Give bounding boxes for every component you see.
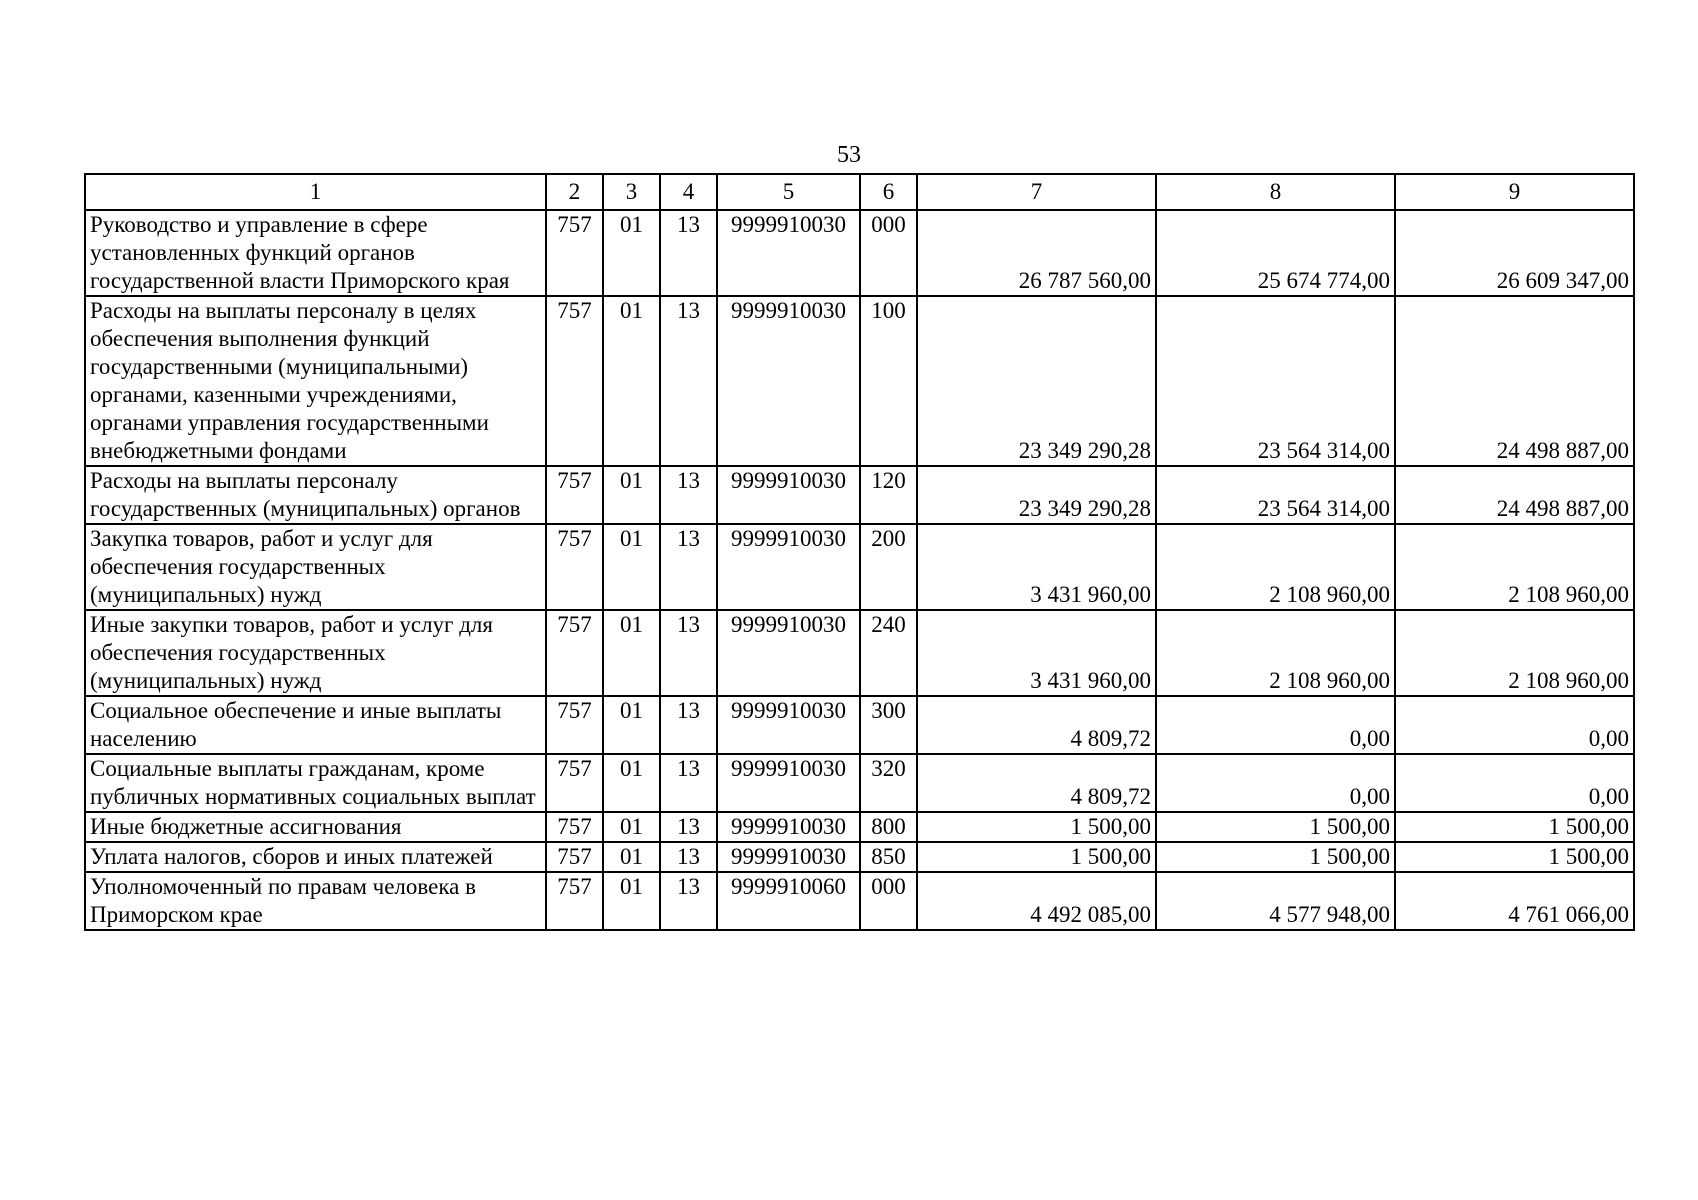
table-row (85, 696, 1634, 754)
page-number: 53 (837, 142, 861, 168)
amount-col8: 1 500,00 (1156, 812, 1395, 842)
amount-col8: 1 500,00 (1156, 842, 1395, 872)
ministry-code: 757 (546, 754, 603, 812)
section-code: 01 (603, 872, 660, 930)
amount-col7: 1 500,00 (917, 812, 1156, 842)
amount-col8: 2 108 960,00 (1156, 524, 1395, 610)
table-row (85, 466, 1634, 524)
amount-col8: 2 108 960,00 (1156, 610, 1395, 696)
subsection-code: 13 (660, 842, 717, 872)
table-row (85, 754, 1634, 812)
section-code: 01 (603, 210, 660, 296)
amount-col8: 23 564 314,00 (1156, 296, 1395, 466)
column-header: 1 (85, 174, 546, 210)
subsection-code: 13 (660, 610, 717, 696)
section-code: 01 (603, 466, 660, 524)
section-code: 01 (603, 812, 660, 842)
ministry-code: 757 (546, 696, 603, 754)
amount-col7: 3 431 960,00 (917, 610, 1156, 696)
table-row (85, 296, 1634, 466)
expense-name: Иные закупки товаров, работ и услуг для обеспечения государственных (муниципальных) нужд (85, 610, 546, 696)
subsection-code: 13 (660, 696, 717, 754)
ministry-code: 757 (546, 872, 603, 930)
ministry-code: 757 (546, 296, 603, 466)
expense-type-code: 300 (860, 696, 917, 754)
section-code: 01 (603, 842, 660, 872)
amount-col9: 4 761 066,00 (1395, 872, 1634, 930)
column-header: 3 (603, 174, 660, 210)
subsection-code: 13 (660, 812, 717, 842)
amount-col8: 0,00 (1156, 696, 1395, 754)
expense-name: Уплата налогов, сборов и иных платежей (85, 842, 546, 872)
expense-name: Закупка товаров, работ и услуг для обеспечения государственных (муниципальных) нужд (85, 524, 546, 610)
amount-col8: 0,00 (1156, 754, 1395, 812)
expense-name: Социальные выплаты гражданам, кроме публичных нормативных социальных выплат (85, 754, 546, 812)
amount-col9: 24 498 887,00 (1395, 296, 1634, 466)
expense-type-code: 000 (860, 872, 917, 930)
amount-col9: 2 108 960,00 (1395, 610, 1634, 696)
column-header: 5 (717, 174, 860, 210)
section-code: 01 (603, 696, 660, 754)
amount-col8: 23 564 314,00 (1156, 466, 1395, 524)
ministry-code: 757 (546, 210, 603, 296)
column-header: 9 (1395, 174, 1634, 210)
target-article-code: 9999910030 (717, 524, 860, 610)
target-article-code: 9999910030 (717, 610, 860, 696)
table-header-row (85, 174, 1634, 210)
section-code: 01 (603, 610, 660, 696)
target-article-code: 9999910030 (717, 466, 860, 524)
expense-type-code: 850 (860, 842, 917, 872)
ministry-code: 757 (546, 812, 603, 842)
amount-col7: 23 349 290,28 (917, 296, 1156, 466)
expense-type-code: 120 (860, 466, 917, 524)
subsection-code: 13 (660, 872, 717, 930)
table-row (85, 210, 1634, 296)
amount-col9: 2 108 960,00 (1395, 524, 1634, 610)
expense-name: Социальное обеспечение и иные выплаты населению (85, 696, 546, 754)
expense-name: Уполномоченный по правам человека в Приморском крае (85, 872, 546, 930)
amount-col8: 25 674 774,00 (1156, 210, 1395, 296)
target-article-code: 9999910030 (717, 696, 860, 754)
amount-col9: 0,00 (1395, 696, 1634, 754)
ministry-code: 757 (546, 842, 603, 872)
expense-type-code: 240 (860, 610, 917, 696)
amount-col7: 4 492 085,00 (917, 872, 1156, 930)
amount-col7: 1 500,00 (917, 842, 1156, 872)
section-code: 01 (603, 296, 660, 466)
subsection-code: 13 (660, 466, 717, 524)
expense-type-code: 320 (860, 754, 917, 812)
amount-col9: 24 498 887,00 (1395, 466, 1634, 524)
target-article-code: 9999910060 (717, 872, 860, 930)
subsection-code: 13 (660, 754, 717, 812)
ministry-code: 757 (546, 466, 603, 524)
amount-col9: 1 500,00 (1395, 842, 1634, 872)
subsection-code: 13 (660, 210, 717, 296)
expense-name: Расходы на выплаты персоналу в целях обеспечения выполнения функций государственными (муниципальными) органами, казенными учреждениями, органами управления государственными внебюджетными фондами (85, 296, 546, 466)
expense-name: Расходы на выплаты персоналу государственных (муниципальных) органов (85, 466, 546, 524)
table-row (85, 872, 1634, 930)
amount-col9: 26 609 347,00 (1395, 210, 1634, 296)
expense-name: Иные бюджетные ассигнования (85, 812, 546, 842)
amount-col7: 4 809,72 (917, 754, 1156, 812)
target-article-code: 9999910030 (717, 812, 860, 842)
amount-col7: 23 349 290,28 (917, 466, 1156, 524)
table-row (85, 812, 1634, 842)
subsection-code: 13 (660, 524, 717, 610)
table-row (85, 610, 1634, 696)
expense-type-code: 800 (860, 812, 917, 842)
expense-name: Руководство и управление в сфере установленных функций органов государственной власти Приморского края (85, 210, 546, 296)
amount-col7: 3 431 960,00 (917, 524, 1156, 610)
target-article-code: 9999910030 (717, 296, 860, 466)
ministry-code: 757 (546, 524, 603, 610)
table-row (85, 842, 1634, 872)
ministry-code: 757 (546, 610, 603, 696)
column-header: 2 (546, 174, 603, 210)
expense-type-code: 000 (860, 210, 917, 296)
expense-type-code: 200 (860, 524, 917, 610)
section-code: 01 (603, 524, 660, 610)
amount-col9: 0,00 (1395, 754, 1634, 812)
column-header: 7 (917, 174, 1156, 210)
amount-col8: 4 577 948,00 (1156, 872, 1395, 930)
section-code: 01 (603, 754, 660, 812)
expense-type-code: 100 (860, 296, 917, 466)
table-row (85, 524, 1634, 610)
column-header: 8 (1156, 174, 1395, 210)
subsection-code: 13 (660, 296, 717, 466)
amount-col7: 26 787 560,00 (917, 210, 1156, 296)
column-header: 4 (660, 174, 717, 210)
target-article-code: 9999910030 (717, 210, 860, 296)
column-header: 6 (860, 174, 917, 210)
target-article-code: 9999910030 (717, 754, 860, 812)
budget-table (84, 173, 1635, 931)
amount-col7: 4 809,72 (917, 696, 1156, 754)
target-article-code: 9999910030 (717, 842, 860, 872)
amount-col9: 1 500,00 (1395, 812, 1634, 842)
